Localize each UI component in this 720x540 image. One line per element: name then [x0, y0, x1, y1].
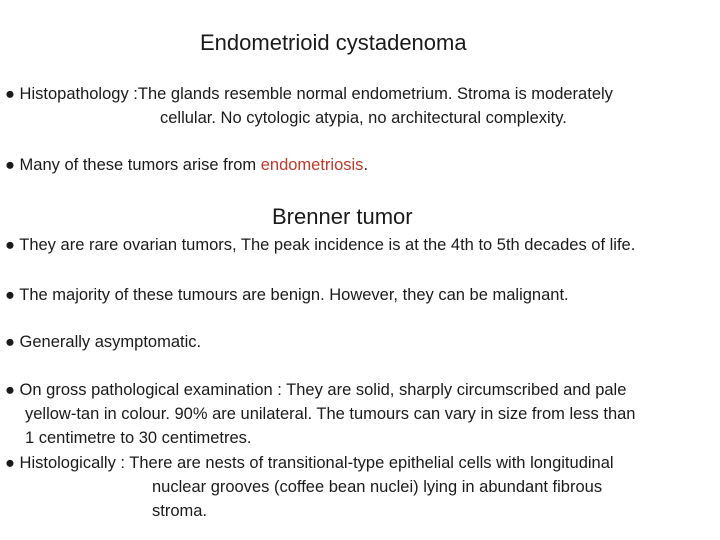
- bullet-histologically-cont2: stroma.: [152, 502, 208, 520]
- heading-brenner-tumor: Brenner tumor: [272, 204, 413, 229]
- bullet-endometriosis-text: ● Many of these tumors arise from: [5, 156, 261, 174]
- bullet-histologically: ● Histologically : There are nests of transitional-type epithelial cells with longitudinal: [5, 454, 614, 472]
- bullet-histopathology: ● Histopathology :The glands resemble normal endometrium. Stroma is moderately: [5, 85, 613, 103]
- bullet-endometriosis-period: .: [363, 156, 369, 174]
- bullet-histologically-cont1: nuclear grooves (coffee bean nuclei) lying in abundant fibrous: [152, 478, 603, 496]
- bullet-rare-tumors: ● They are rare ovarian tumors, The peak incidence is at the 4th to 5th decades of life.: [5, 236, 636, 254]
- bullet-gross-examination-cont2: 1 centimetre to 30 centimetres.: [25, 429, 252, 447]
- bullet-mostly-benign: ● The majority of these tumours are benign. However, they can be malignant.: [5, 286, 569, 304]
- bullet-gross-examination-cont1: yellow-tan in colour. 90% are unilateral. The tumours can vary in size from less than: [25, 405, 636, 423]
- bullet-gross-examination: ● On gross pathological examination : They are solid, sharply circumscribed and pale: [5, 381, 627, 399]
- bullet-asymptomatic: ● Generally asymptomatic.: [5, 333, 202, 351]
- heading-endometrioid-cystadenoma: Endometrioid cystadenoma: [200, 30, 467, 55]
- bullet-endometriosis-origin: [5, 155, 368, 175]
- bullet-histopathology-cont: cellular. No cytologic atypia, no architectural complexity.: [160, 109, 567, 127]
- endometriosis-term: endometriosis: [260, 156, 364, 174]
